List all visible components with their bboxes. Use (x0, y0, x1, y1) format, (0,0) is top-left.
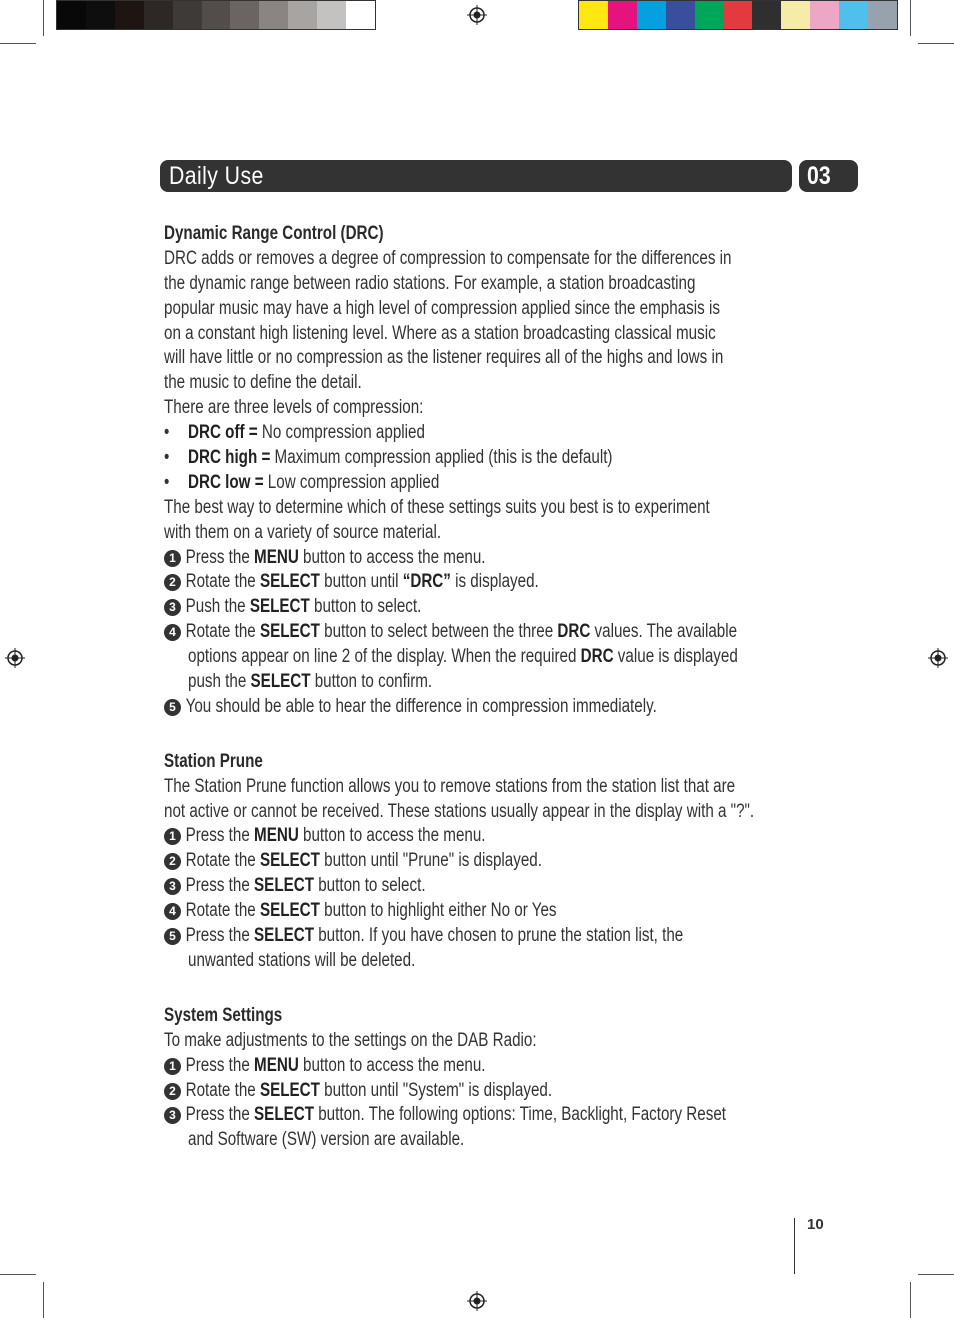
color-swatch (259, 1, 288, 29)
step-keyword: “DRC” (402, 571, 451, 593)
color-swatch (810, 1, 839, 29)
cmyk-color-bar (578, 0, 898, 30)
step-text: button to select between the three (319, 621, 558, 643)
color-swatch (230, 1, 259, 29)
paragraph-line: the music to define the detail. (164, 372, 362, 394)
step-line (164, 949, 684, 974)
section-spacer (164, 974, 814, 1004)
step-keyword: MENU (254, 1054, 299, 1076)
step-text: Rotate the (185, 900, 260, 922)
registration-mark-icon (467, 1291, 487, 1311)
step-text: Rotate the (185, 1079, 260, 1101)
step-text: button until "Prune" is displayed. (319, 850, 542, 872)
step-text: values. The available (590, 621, 738, 643)
step-line (164, 899, 684, 924)
step-text: button until "System" is displayed. (319, 1079, 553, 1101)
color-swatch (173, 1, 202, 29)
section-title: Daily Use (169, 162, 264, 190)
step-number-badge: 5 (164, 699, 181, 716)
bullet-description: Maximum compression applied (this is the default) (270, 447, 613, 469)
step-text: unwanted stations will be deleted. (188, 949, 416, 971)
step-number-badge: 3 (164, 878, 181, 895)
section-heading: Dynamic Range Control (DRC) (164, 223, 384, 244)
color-swatch (724, 1, 753, 29)
paragraph-line: popular music may have a high level of compression applied since the emphasis is (164, 297, 720, 319)
step-text: push the (188, 671, 251, 693)
step-number-badge: 1 (164, 1058, 181, 1075)
paragraph-line: not active or cannot be received. These stations usually appear in the display with a "?". (164, 800, 755, 822)
step-keyword: DRC (580, 646, 614, 668)
step-text: You should be able to hear the difference in compression immediately. (185, 695, 657, 717)
step-text: button to select. (309, 596, 422, 618)
step-keyword: SELECT (254, 875, 314, 897)
step-number-badge: 2 (164, 574, 181, 591)
step-keyword: SELECT (249, 596, 310, 618)
step-text: Press the (185, 546, 255, 568)
crop-mark (910, 0, 911, 36)
paragraph-line: The best way to determine which of these settings suits you best is to experiment (164, 496, 710, 518)
page-number-rule (794, 1218, 795, 1274)
step-text: Rotate the (185, 571, 260, 593)
paragraph-line: The Station Prune function allows you to remove stations from the station list that are (164, 775, 736, 797)
step-text: value is displayed (613, 646, 738, 668)
step-text: button to access the menu. (298, 546, 486, 568)
paragraph-line: To make adjustments to the settings on the DAB Radio: (164, 1029, 537, 1051)
step-keyword: SELECT (254, 925, 314, 947)
step-text: button. If you have chosen to prune the station list, the (314, 925, 684, 947)
bullet-marker: • (164, 447, 170, 469)
step-number-badge: 4 (164, 903, 181, 920)
step-number-badge: 2 (164, 853, 181, 870)
step-number-badge: 5 (164, 928, 181, 945)
section-heading: System Settings (164, 1004, 283, 1026)
bullet-marker: • (164, 471, 170, 493)
color-swatch (839, 1, 868, 29)
paragraph-line: the dynamic range between radio stations. For example, a station broadcasting (164, 272, 696, 294)
color-swatch (579, 1, 608, 29)
color-swatch (115, 1, 144, 29)
crop-mark (918, 1274, 954, 1275)
step-line (164, 546, 684, 571)
color-swatch (346, 1, 375, 29)
bullet-term: DRC low = (188, 471, 264, 493)
step-number-badge: 4 (164, 624, 181, 641)
step-line (164, 695, 684, 720)
chapter-number: 03 (807, 162, 831, 190)
step-text: button to highlight either No or Yes (319, 900, 557, 922)
bullet-description: No compression applied (257, 422, 425, 444)
step-line (164, 670, 684, 695)
step-text: Press the (185, 925, 255, 947)
chapter-badge (799, 160, 858, 192)
step-text: is displayed. (450, 571, 539, 593)
color-swatch (666, 1, 695, 29)
step-text: and Software (SW) version are available. (188, 1129, 465, 1151)
crop-mark (43, 1282, 44, 1318)
crop-mark (0, 43, 36, 44)
step-text: button until (319, 571, 403, 593)
step-line (164, 645, 738, 670)
step-line (164, 1128, 684, 1153)
paragraph-line: will have little or no compression as the listener requires all of the highs and lows in (164, 347, 724, 369)
step-keyword: DRC (557, 621, 591, 643)
color-swatch (868, 1, 897, 29)
step-text: options appear on line 2 of the display. When the required (188, 646, 581, 668)
bullet-item (164, 421, 684, 446)
color-swatch (752, 1, 781, 29)
step-text: Press the (185, 875, 255, 897)
step-keyword: SELECT (254, 1104, 314, 1126)
step-line (164, 924, 684, 949)
paragraph-line: on a constant high listening level. Where as a station broadcasting classical music (164, 322, 716, 344)
bullet-item (164, 471, 684, 496)
step-keyword: SELECT (250, 671, 311, 693)
paragraph-line: DRC adds or removes a degree of compression to compensate for the differences in (164, 247, 732, 269)
step-text: button to select. (314, 875, 426, 897)
step-text: button. The following options: Time, Backlight, Factory Reset (314, 1104, 727, 1126)
color-swatch (144, 1, 173, 29)
step-number-badge: 3 (164, 599, 181, 616)
step-line (164, 620, 738, 645)
step-keyword: SELECT (259, 1079, 320, 1101)
step-text: button to confirm. (310, 671, 433, 693)
step-text: Press the (185, 825, 255, 847)
step-line (164, 1079, 684, 1104)
step-line (164, 595, 684, 620)
color-swatch (695, 1, 724, 29)
step-text: Rotate the (185, 850, 260, 872)
paragraph-line: There are three levels of compression: (164, 397, 424, 419)
step-keyword: MENU (254, 546, 299, 568)
color-swatch (317, 1, 346, 29)
section-spacer (164, 720, 814, 750)
grayscale-color-bar (56, 0, 376, 30)
step-line (164, 849, 684, 874)
step-number-badge: 3 (164, 1107, 181, 1124)
step-text: Press the (185, 1104, 255, 1126)
step-keyword: SELECT (259, 571, 320, 593)
step-keyword: SELECT (259, 900, 320, 922)
crop-mark (910, 1282, 911, 1318)
color-swatch (202, 1, 231, 29)
registration-mark-icon (5, 648, 25, 668)
paragraph-line: with them on a variety of source material. (164, 521, 442, 543)
registration-mark-icon (467, 5, 487, 25)
step-text: button to access the menu. (298, 825, 486, 847)
step-text: Rotate the (185, 621, 260, 643)
crop-mark (918, 43, 954, 44)
registration-mark-icon (928, 648, 948, 668)
step-line (164, 874, 684, 899)
color-swatch (608, 1, 637, 29)
bullet-term: DRC off = (188, 422, 258, 444)
page-content (164, 222, 814, 1153)
color-swatch (637, 1, 666, 29)
bullet-item (164, 446, 684, 471)
step-text: Push the (185, 596, 250, 618)
page-number: 10 (807, 1216, 824, 1233)
crop-mark (43, 0, 44, 36)
step-line (164, 1054, 684, 1079)
step-keyword: MENU (254, 825, 299, 847)
step-line (164, 824, 684, 849)
step-text: Press the (185, 1054, 255, 1076)
step-text: button to access the menu. (298, 1054, 486, 1076)
step-number-badge: 2 (164, 1083, 181, 1100)
bullet-description: Low compression applied (263, 471, 440, 493)
color-swatch (288, 1, 317, 29)
crop-mark (0, 1274, 36, 1275)
section-heading: Station Prune (164, 750, 263, 772)
bullet-term: DRC high = (188, 447, 271, 469)
color-swatch (57, 1, 86, 29)
step-line (164, 570, 684, 595)
color-swatch (781, 1, 810, 29)
section-header-bar (160, 160, 792, 192)
bullet-marker: • (164, 422, 170, 444)
step-number-badge: 1 (164, 828, 181, 845)
step-number-badge: 1 (164, 550, 181, 567)
step-keyword: SELECT (259, 850, 320, 872)
color-swatch (86, 1, 115, 29)
step-keyword: SELECT (259, 621, 320, 643)
step-line (164, 1103, 727, 1128)
